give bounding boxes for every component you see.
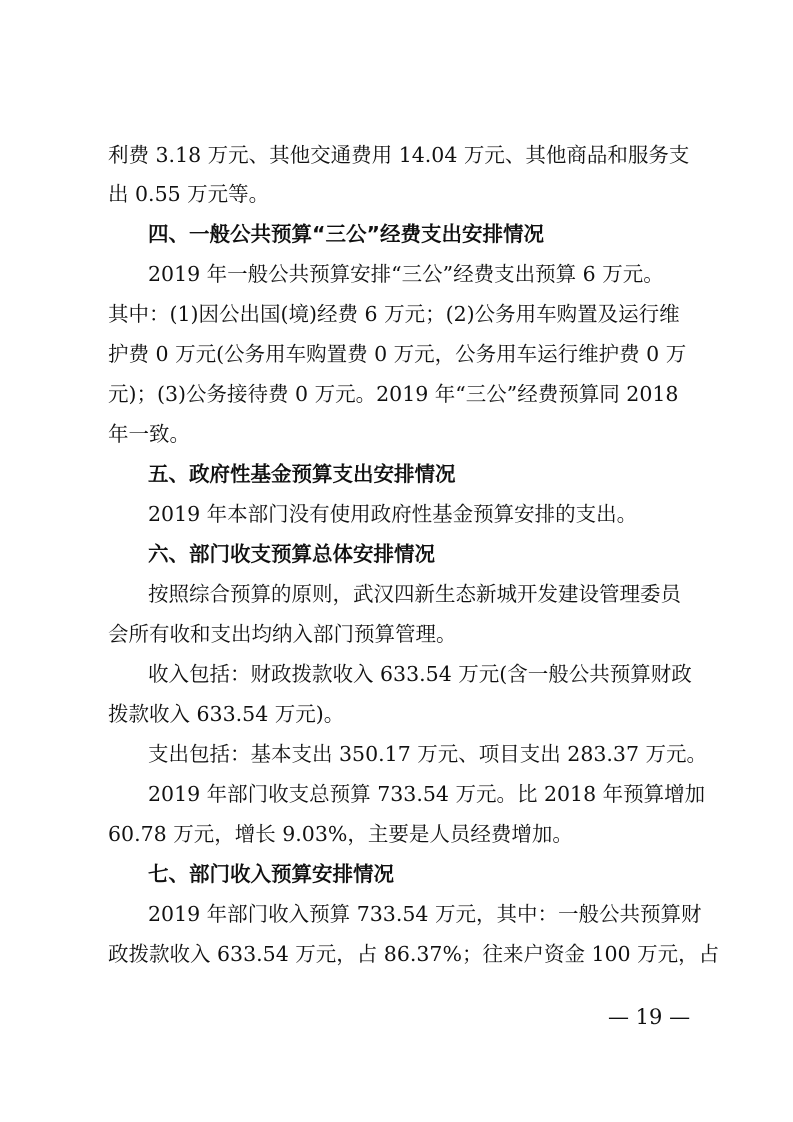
line-text: 60.78 万元，增长 9.03%，主要是人员经费增加。 (108, 822, 573, 846)
page-number: — 19 — (608, 1005, 691, 1029)
body-text-line (0, 816, 793, 852)
body-text-line (0, 256, 793, 292)
body-text-line (0, 416, 793, 452)
section-heading (0, 216, 793, 252)
body-text-line (0, 576, 793, 612)
line-text: 2019 年本部门没有使用政府性基金预算安排的支出。 (148, 502, 638, 526)
body-text-line (0, 776, 793, 812)
body-text-line (0, 336, 793, 372)
line-text: 支出包括：基本支出 350.17 万元、项目支出 283.37 万元。 (148, 742, 708, 766)
body-text-line (0, 376, 793, 412)
section-heading (0, 536, 793, 572)
section-heading (0, 456, 793, 492)
body-text-line (0, 736, 793, 772)
line-text: 2019 年一般公共预算安排“三公”经费支出预算 6 万元。 (148, 262, 664, 286)
heading-text: 五、政府性基金预算支出安排情况 (148, 462, 456, 486)
heading-text: 七、部门收入预算安排情况 (148, 862, 394, 886)
section-heading (0, 856, 793, 892)
line-text: 护费 0 万元(公务用车购置费 0 万元，公务用车运行维护费 0 万 (108, 342, 687, 366)
line-text: 利费 3.18 万元、其他交通费用 14.04 万元、其他商品和服务支 (108, 143, 690, 167)
body-text-line (0, 296, 793, 332)
heading-text: 四、一般公共预算“三公”经费支出安排情况 (148, 222, 544, 246)
line-text: 会所有收和支出均纳入部门预算管理。 (108, 622, 457, 646)
body-text-line (0, 656, 793, 692)
body-text-line (0, 936, 793, 972)
line-text: 收入包括：财政拨款收入 633.54 万元(含一般公共预算财政 (148, 662, 692, 686)
body-text-line (0, 696, 793, 732)
line-text: 年一致。 (108, 422, 190, 446)
line-text: 其中：(1)因公出国(境)经费 6 万元；(2)公务用车购置及运行维 (108, 302, 680, 326)
line-text: 按照综合预算的原则，武汉四新生态新城开发建设管理委员 (148, 582, 681, 606)
line-text: 拨款收入 633.54 万元)。 (108, 702, 345, 726)
line-text: 元)；(3)公务接待费 0 万元。2019 年“三公”经费预算同 2018 (108, 382, 679, 406)
body-text-line (0, 137, 793, 173)
line-text: 政拨款收入 633.54 万元，占 86.37%；往来户资金 100 万元，占 (108, 942, 720, 966)
line-text: 出 0.55 万元等。 (108, 182, 270, 206)
body-text-line (0, 496, 793, 532)
body-text-line (0, 616, 793, 652)
body-text-line (0, 896, 793, 932)
heading-text: 六、部门收支预算总体安排情况 (148, 542, 435, 566)
body-text-line (0, 176, 793, 212)
line-text: 2019 年部门收入预算 733.54 万元，其中：一般公共预算财 (148, 902, 702, 926)
line-text: 2019 年部门收支总预算 733.54 万元。比 2018 年预算增加 (148, 782, 706, 806)
